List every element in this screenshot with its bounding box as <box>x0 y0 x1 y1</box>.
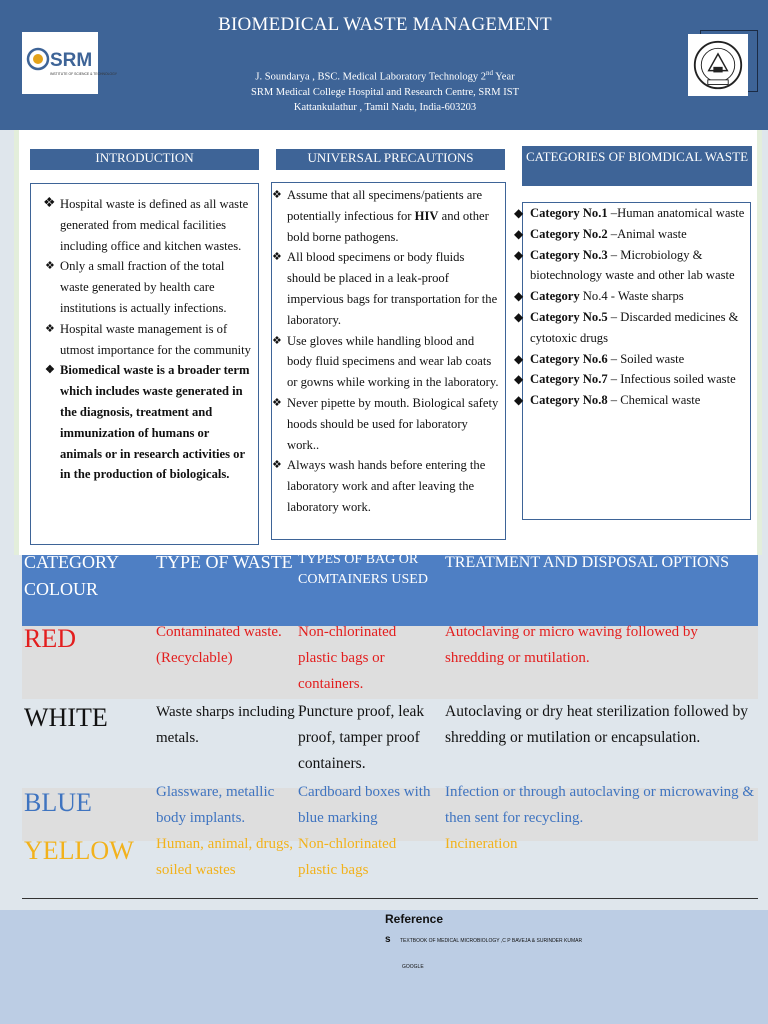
list-item: ❖ Biomedical waste is a broader term which includes waste generated in the diagnosis, treatment and immunization of humans or animals or in research activities or in the production of biologicals. <box>45 360 252 485</box>
reference-section <box>0 910 768 1024</box>
introduction-box <box>30 183 259 545</box>
college-seal-icon <box>692 39 744 91</box>
author-block <box>150 66 620 115</box>
list-item: ❖ All blood specimens or body fluids should be placed in a leak-proof impervious bags for transportation for the laboratory. <box>272 247 501 330</box>
author-line: J. Soundarya , BSC. Medical Laboratory Technology 2nd Year <box>255 69 515 83</box>
bag-cell: Puncture proof, leak proof, tamper proof containers. <box>298 703 425 772</box>
affiliation-line: SRM Medical College Hospital and Research Centre, SRM IST <box>250 86 519 98</box>
table-row <box>22 699 758 789</box>
table-row <box>22 626 758 699</box>
reference-web: GOOGLE <box>402 964 424 970</box>
list-item: ❖ Never pipette by mouth. Biological safety hoods should be used for laboratory work.. <box>272 393 501 455</box>
categories-list <box>514 203 750 411</box>
list-item: ❖ Always wash hands before entering the laboratory work and after leaving the laboratory work. <box>272 455 501 517</box>
colour-label: BLUE <box>24 788 92 817</box>
category-item: ◆ Category No.2 –Animal waste <box>514 224 750 245</box>
category-item: ◆ Category No.5 – Discarded medicines & cytotoxic drugs <box>514 307 750 349</box>
header-bag-type: TYPES OF BAG OR COMTAINERS USED <box>298 552 428 587</box>
poster-title: BIOMEDICAL WASTE MANAGEMENT <box>218 14 552 35</box>
table-row <box>22 836 758 897</box>
treatment-cell: Incineration <box>445 836 518 852</box>
category-item: ◆ Category No.1 –Human anatomical waste <box>514 203 750 224</box>
college-seal-logo <box>688 34 748 96</box>
bag-cell: Non-chlorinated plastic bags or containers. <box>298 624 397 692</box>
colour-label: WHITE <box>24 703 108 732</box>
precautions-list <box>272 185 501 518</box>
treatment-cell: Autoclaving or dry heat sterilization followed by shredding or mutilation or encapsulation. <box>445 703 749 746</box>
colour-label: RED <box>24 624 76 653</box>
treatment-cell: Autoclaving or micro waving followed by shredding or mutilation. <box>445 624 698 666</box>
treatment-cell: Infection or through autoclaving or microwaving & then sent for recycling. <box>445 784 755 826</box>
poster-header <box>0 0 768 130</box>
introduction-list <box>45 194 252 485</box>
waste-cell: Human, animal, drugs, soiled wastes <box>156 836 294 878</box>
header-type-of-waste: TYPE OF WASTE <box>156 552 293 572</box>
colour-label: YELLOW <box>24 836 134 865</box>
table-bottom-rule <box>22 898 758 899</box>
bag-cell: Cardboard boxes with blue marking <box>298 784 431 826</box>
srm-logo-text: SRM <box>50 50 93 71</box>
list-item: ❖ Hospital waste is defined as all waste generated from medical facilities including office and kitchen wastes. <box>45 194 252 256</box>
waste-cell: Waste sharps including metals. <box>156 704 295 746</box>
srm-logo-subtext: INSTITUTE OF SCIENCE & TECHNOLOGY <box>50 72 118 76</box>
categories-box <box>522 202 751 520</box>
category-item: ◆ Category No.8 – Chemical waste <box>514 390 750 411</box>
precautions-title: UNIVERSAL PRECAUTIONS <box>276 149 505 170</box>
table-header-row <box>22 552 758 626</box>
list-item: ❖ Hospital waste management is of utmost importance for the community <box>45 319 252 361</box>
categories-title: CATEGORIES OF BIOMDICAL WASTE <box>522 146 752 186</box>
reference-title: Reference <box>385 912 444 926</box>
reference-book: TEXTBOOK OF MEDICAL MICROBIOLOGY ,C P BAVEJA & SURINDER KUMAR <box>400 938 583 944</box>
category-item: ◆ Category No.7 – Infectious soiled waste <box>514 369 750 390</box>
list-item: ❖ Assume that all specimens/patients are potentially infectious for HIV and other bold borne pathogens. <box>272 185 501 247</box>
introduction-title: INTRODUCTION <box>30 149 259 170</box>
waste-cell: Glassware, metallic body implants. <box>156 784 275 826</box>
header-category-colour: CATEGORY COLOUR <box>24 552 120 599</box>
bag-cell: Non-chlorinated plastic bags <box>298 836 397 878</box>
waste-cell: Contaminated waste. (Recyclable) <box>156 624 282 666</box>
precautions-box <box>271 182 506 540</box>
reference-bullet: s <box>385 934 391 945</box>
category-item: ◆ Category No.4 - Waste sharps <box>514 286 750 307</box>
category-item: ◆ Category No.3 – Microbiology & biotechnology waste and other lab waste <box>514 245 750 287</box>
list-item: ❖ Use gloves while handling blood and body fluid specimens and wear lab coats or gowns while working in the laboratory. <box>272 331 501 393</box>
srm-logo-icon <box>24 35 118 91</box>
header-treatment: TREATMENT AND DISPOSAL OPTIONS <box>445 554 730 571</box>
category-item: ◆ Category No.6 – Soiled waste <box>514 349 750 370</box>
location-line: Kattankulathur , Tamil Nadu, India-603203 <box>293 101 477 113</box>
srm-logo <box>22 32 118 94</box>
list-item: ❖ Only a small fraction of the total waste generated by health care institutions is actually infections. <box>45 256 252 318</box>
